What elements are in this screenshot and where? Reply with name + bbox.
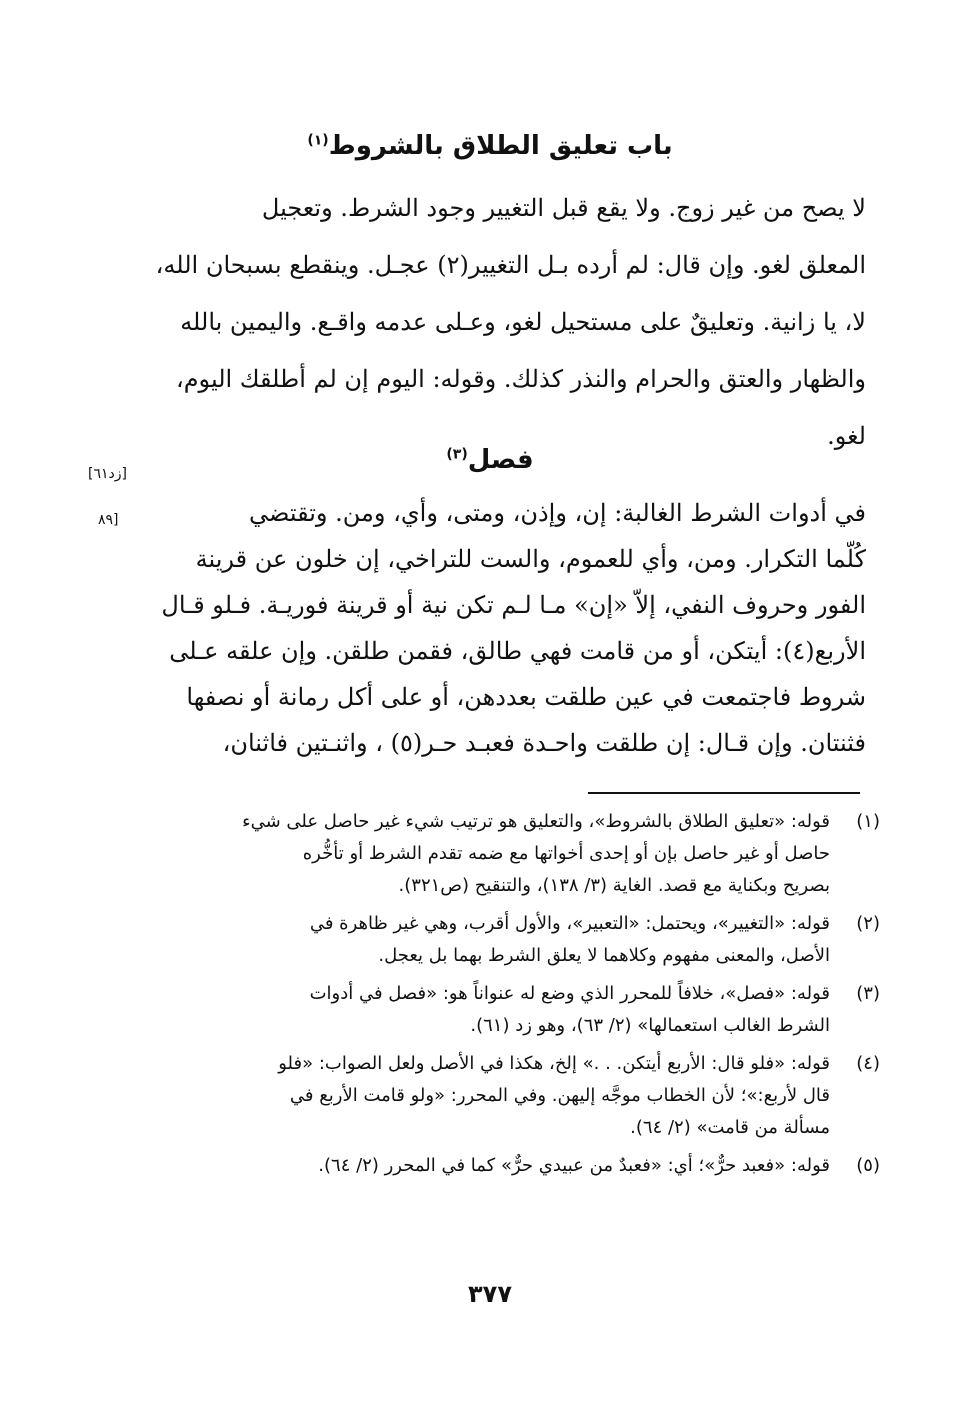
- footnote-line: قوله: «تعليق الطلاق بالشروط»، والتعليق هو ترتيب شيء غير حاصل على شيء: [242, 811, 830, 832]
- footnote-number: (٢): [856, 913, 880, 934]
- section1-paragraph: [140, 180, 866, 465]
- margin-reference: [٨٩: [98, 512, 119, 528]
- footnote: [140, 1048, 880, 1144]
- paragraph-line: شروط فاجتمعت في عين طلقت بعددهن، أو على أكل رمانة أو نصفها: [186, 683, 866, 711]
- footnote-number: (٣): [856, 983, 880, 1004]
- footnote-number: (٥): [856, 1155, 880, 1176]
- paragraph-line: المعلق لغو. وإن قال: لم أرده بـل التغيير(٢) عجـل. وينقطع بسبحان الله،: [155, 251, 866, 279]
- section2-heading: [140, 440, 840, 480]
- footnote-separator: [588, 792, 860, 794]
- chapter-title-text: باب تعليق الطلاق بالشروط: [328, 131, 673, 161]
- paragraph-line: فثنتان. وإن قـال: إن طلقت واحـدة فعبـد حـر(٥) ، واثنـتين فاثنان،: [222, 729, 866, 757]
- page-number: ٣٧٧: [468, 1280, 512, 1308]
- footnote-number: (١): [856, 811, 880, 832]
- footnote: [140, 978, 880, 1042]
- footnote-line: قوله: «فصل»، خلافاً للمحرر الذي وضع له عنواناً هو: «فصل في أدوات: [309, 983, 830, 1004]
- footnote: [140, 1150, 880, 1182]
- paragraph-line: لا يصح من غير زوج. ولا يقع قبل التغيير وجود الشرط. وتعجيل: [261, 194, 866, 222]
- footnote-line: قوله: «التغيير»، ويحتمل: «التعبير»، والأول أقرب، وهي غير ظاهرة في: [309, 913, 830, 934]
- paragraph-line: لا، يا زانية. وتعليقٌ على مستحيل لغو، وعـلى عدمه واقـع. واليمين بالله: [180, 308, 866, 336]
- footnote-line: قال لأربع:»؛ لأن الخطاب موجَّه إليهن. وفي المحرر: «ولو قامت الأربع في: [289, 1085, 830, 1106]
- section2-heading-text: فصل: [467, 445, 534, 475]
- paragraph-line: في أدوات الشرط الغالبة: إن، وإذن، ومتى، وأي، ومن. وتقتضي: [249, 499, 866, 527]
- footnote-line: بصريح وبكناية مع قصد. الغاية (٣/ ١٣٨)، والتنقيح (ص٣٢١).: [398, 875, 830, 896]
- margin-reference: [زد٦١]: [88, 466, 127, 482]
- paragraph-line: كُلّما التكرار. ومن، وأي للعموم، والست للتراخي، إن خلون عن قرينة: [195, 545, 866, 573]
- section2-heading-footnote-ref: (٣): [446, 446, 468, 463]
- footnote-line: الأصل، والمعنى مفهوم وكلاهما لا يعلق الشرط بهما بل يعجل.: [378, 945, 830, 966]
- footnote-number: (٤): [856, 1053, 880, 1074]
- section2-paragraph: [140, 490, 866, 766]
- chapter-title: [140, 126, 840, 166]
- footnote: [140, 806, 880, 902]
- chapter-title-footnote-ref: (١): [307, 132, 329, 149]
- footnote-line: الشرط الغالب استعمالها» (٢/ ٦٣)، وهو زد (٦١).: [470, 1015, 830, 1036]
- footnote: [140, 908, 880, 972]
- footnotes: [140, 806, 880, 1188]
- paragraph-line: والظهار والعتق والحرام والنذر كذلك. وقوله: اليوم إن لم أطلقك اليوم،: [175, 365, 866, 393]
- footnote-line: مسألة من قامت» (٢/ ٦٤).: [630, 1117, 830, 1138]
- footnote-line: حاصل أو غير حاصل بإن أو إحدى أخواتها مع ضمه تقدم الشرط أو تأخُّره: [302, 843, 830, 864]
- paragraph-line: الأربع(٤): أيتكن، أو من قامت فهي طالق، فقمن طلقن. وإن علقه عـلى: [169, 637, 866, 665]
- paragraph-line: لغو.: [827, 422, 866, 450]
- paragraph-line: الفور وحروف النفي، إلاّ «إن» مـا لـم تكن نية أو قرينة فوريـة. فـلو قـال: [161, 591, 866, 619]
- footnote-line: قوله: «فلو قال: الأربع أيتكن. . .» إلخ، هكذا في الأصل ولعل الصواب: «فلو: [278, 1053, 830, 1074]
- footnote-line: قوله: «فعبد حرٌّ»؛ أي: «فعبدٌ من عبيدي حرٌّ» كما في المحرر (٢/ ٦٤).: [318, 1155, 830, 1176]
